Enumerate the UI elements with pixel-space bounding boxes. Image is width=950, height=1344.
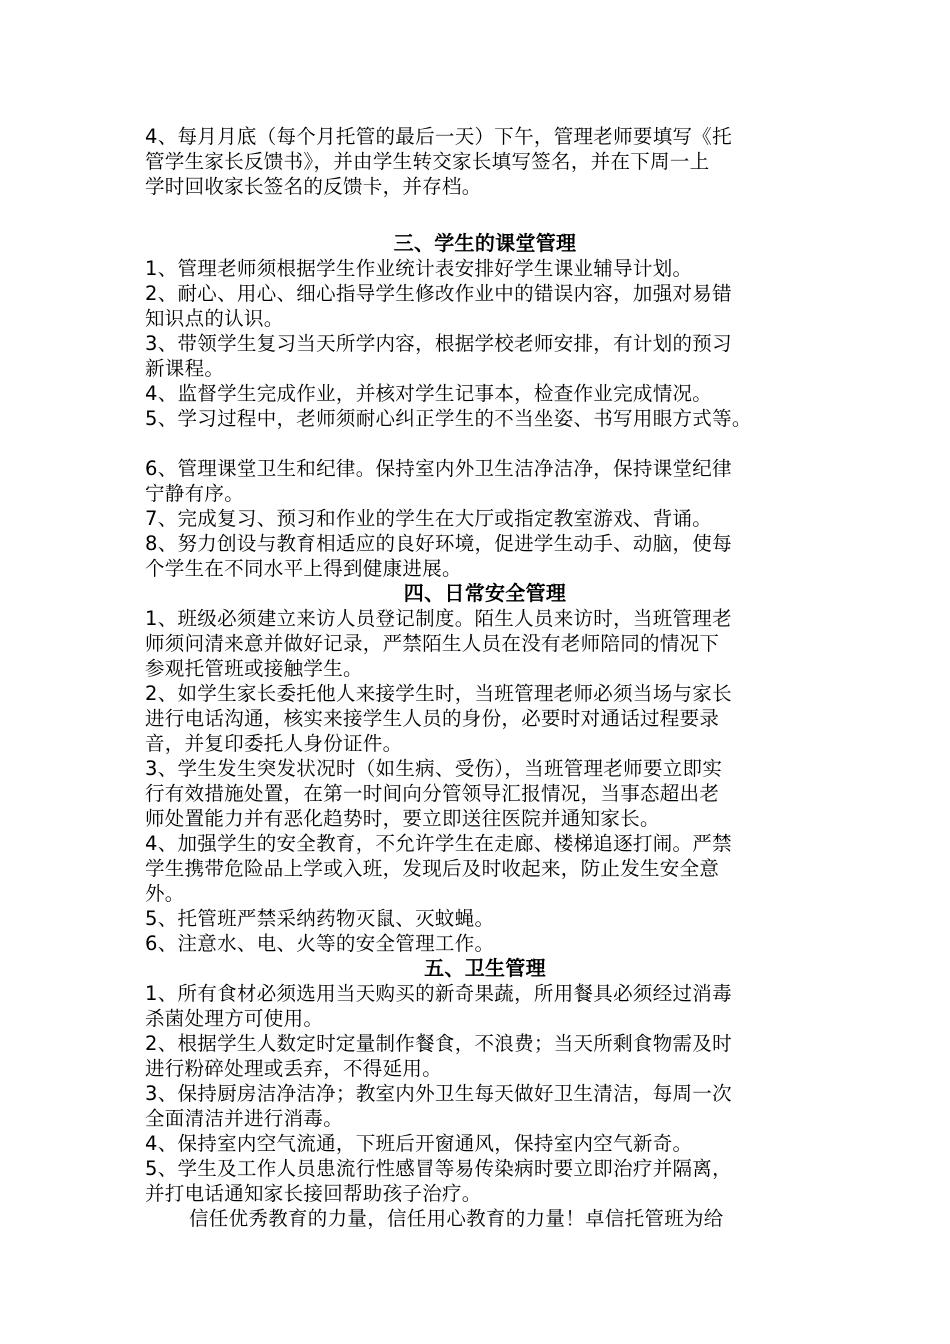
list-item [145, 1031, 825, 1081]
text-line: 4、加强学生的安全教育，不允许学生在走廊、楼梯追逐打闹。严禁 [145, 832, 732, 855]
text-line: 行有效措施处置，在第一时间向分管领导汇报情况，当事态超出老 [145, 782, 720, 805]
list-item [145, 256, 825, 281]
list-item [145, 406, 825, 431]
list-item [145, 981, 825, 1031]
text-line: 5、托管班严禁采纳药物灭鼠、灭蚊蝇。 [145, 907, 495, 930]
text-line: 全面清洁并进行消毒。 [145, 1107, 344, 1130]
text-line: 2、根据学生人数定时定量制作餐食，不浪费；当天所剩食物需及时 [145, 1032, 732, 1055]
text-line: 6、注意水、电、火等的安全管理工作。 [145, 932, 495, 955]
text-line: 7、完成复习、预习和作业的学生在大厅或指定教室游戏、背诵。 [145, 507, 713, 530]
list-item [145, 531, 825, 581]
text-line: 学生携带危险品上学或入班，发现后及时收起来，防止发生安全意 [145, 857, 720, 880]
list-item [145, 1156, 825, 1206]
section-3-title: 三、学生的课堂管理 [393, 231, 577, 255]
text-line: 6、管理课堂卫生和纪律。保持室内外卫生洁净洁净，保持课堂纪律 [145, 457, 732, 480]
list-item [145, 756, 825, 831]
text-line: 8、努力创设与教育相适应的良好环境，促进学生动手、动脑，使每 [145, 532, 732, 555]
list-item [145, 381, 825, 406]
list-item [145, 281, 825, 331]
document-page [145, 124, 825, 1231]
text-line: 新课程。 [145, 357, 225, 380]
text-line: 宁静有序。 [145, 482, 245, 505]
text-line: 5、学生及工作人员患流行性感冒等易传染病时要立即治疗并隔离， [145, 1157, 732, 1180]
spacer [145, 431, 825, 456]
section-4-body [145, 606, 825, 956]
text-line: 4、监督学生完成作业，并核对学生记事本，检查作业完成情况。 [145, 382, 713, 405]
section-5-title: 五、卫生管理 [424, 956, 546, 980]
list-item [145, 831, 825, 906]
intro-item-4 [145, 124, 825, 199]
list-item [145, 931, 825, 956]
list-item [145, 681, 825, 756]
text-line: 管学生家长反馈书》，并由学生转交家长填写签名，并在下周一上 [145, 150, 710, 173]
text-line: 4、每月月底（每个月托管的最后一天）下午，管理老师要填写《托 [145, 125, 732, 148]
list-item [145, 456, 825, 506]
text-line: 师须问清来意并做好记录，严禁陌生人员在没有老师陪同的情况下 [145, 632, 720, 655]
text-line: 进行粉碎处理或丢弃，不得延用。 [145, 1057, 443, 1080]
closing-paragraph [145, 1206, 825, 1231]
text-line: 4、保持室内空气流通，下班后开窗通风，保持室内空气新奇。 [145, 1132, 693, 1155]
section-3-body [145, 256, 825, 581]
text-line: 杀菌处理方可使用。 [145, 1007, 324, 1030]
text-line: 音，并复印委托人身份证件。 [145, 732, 403, 755]
section-5-body [145, 981, 825, 1206]
spacer [145, 199, 825, 231]
list-item [145, 1081, 825, 1131]
text-line: 知识点的认识。 [145, 307, 284, 330]
text-line: 并打电话通知家长接回帮助孩子治疗。 [145, 1182, 482, 1205]
text-line: 1、所有食材必须选用当天购买的新奇果蔬，所用餐具必须经过消毒 [145, 982, 732, 1005]
text-line: 个学生在不同水平上得到健康进展。 [145, 557, 462, 580]
text-line: 2、如学生家长委托他人来接学生时，当班管理老师必须当场与家长 [145, 682, 732, 705]
list-item [145, 506, 825, 531]
section-4-title: 四、日常安全管理 [403, 581, 567, 605]
text-line: 进行电话沟通，核实来接学生人员的身份，必要时对通话过程要录 [145, 707, 720, 730]
text-line: 外。 [145, 882, 185, 905]
text-line: 1、管理老师须根据学生作业统计表安排好学生课业辅导计划。 [145, 257, 693, 280]
text-line: 3、保持厨房洁净洁净；教室内外卫生每天做好卫生清洁，每周一次 [145, 1082, 732, 1105]
list-item [145, 906, 825, 931]
text-line: 3、学生发生突发状况时（如生病、受伤），当班管理老师要立即实 [145, 757, 723, 780]
text-line: 3、带领学生复习当天所学内容，根据学校老师安排，有计划的预习 [145, 332, 732, 355]
list-item [145, 1131, 825, 1156]
text-line: 5、学习过程中，老师须耐心纠正学生的不当坐姿、书写用眼方式等。 [145, 407, 752, 430]
text-line: 1、班级必须建立来访人员登记制度。陌生人员来访时，当班管理老 [145, 607, 732, 630]
text-line: 参观托管班或接触学生。 [145, 657, 363, 680]
text-line: 师处置能力并有恶化趋势时，要立即送往医院并通知家长。 [145, 807, 660, 830]
text-line: 学时回收家长签名的反馈卡，并存档。 [145, 175, 482, 198]
list-item [145, 606, 825, 681]
list-item [145, 331, 825, 381]
text-line: 信任优秀教育的力量，信任用心教育的力量！卓信托管班为给 [189, 1207, 724, 1230]
text-line: 2、耐心、用心、细心指导学生修改作业中的错误内容，加强对易错 [145, 282, 732, 305]
